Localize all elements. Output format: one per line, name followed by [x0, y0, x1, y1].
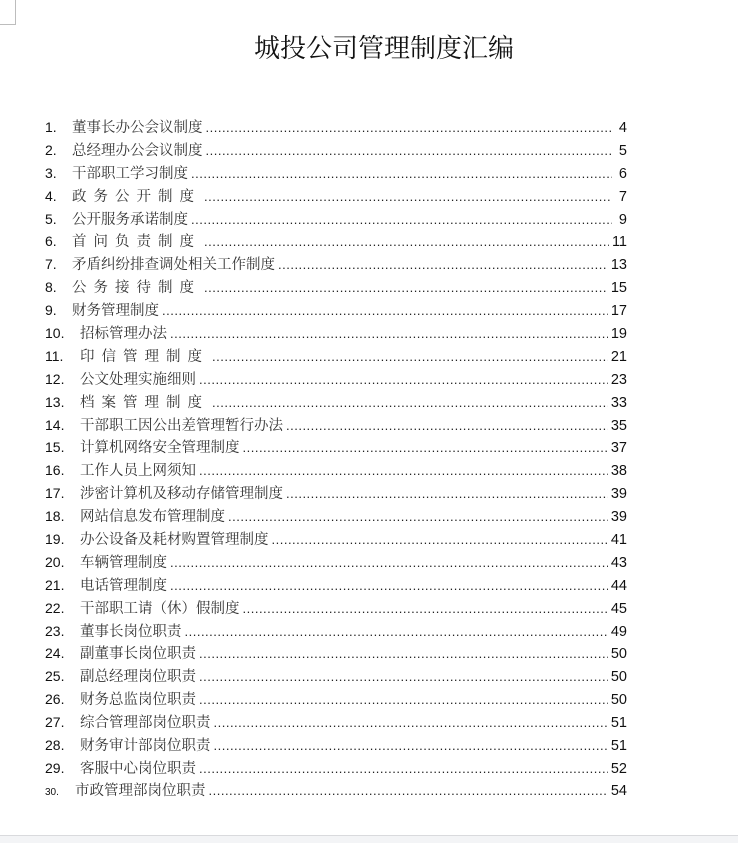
toc-entry-number: 18.: [45, 508, 65, 525]
toc-entry-number: 12.: [45, 370, 65, 387]
toc-dot-leader: [209, 780, 608, 803]
toc-entry[interactable]: [45, 276, 627, 299]
toc-dot-leader: [185, 621, 608, 644]
toc-entry-page-number: 9: [618, 211, 627, 228]
toc-entry[interactable]: [45, 574, 627, 597]
toc-entry-page-number: 7: [618, 188, 627, 205]
toc-dot-leader: [199, 689, 608, 712]
toc-entry[interactable]: [45, 642, 627, 665]
toc-dot-leader: [206, 140, 613, 163]
toc-entry-title[interactable]: 财务审计部岗位职责: [80, 738, 211, 755]
toc-entry-number: 2.: [45, 141, 57, 158]
toc-entry[interactable]: [45, 162, 627, 185]
toc-entry[interactable]: [45, 322, 627, 345]
toc-dot-leader: [170, 575, 608, 598]
toc-entry[interactable]: [45, 459, 627, 482]
toc-entry-page-number: 50: [610, 669, 627, 686]
toc-entry-title[interactable]: 董事长岗位职责: [80, 623, 182, 640]
toc-entry[interactable]: [45, 253, 627, 276]
toc-dot-leader: [212, 346, 608, 369]
toc-entry-title[interactable]: 干部职工因公出差管理暂行办法: [80, 417, 283, 434]
toc-entry-number: 20.: [45, 553, 65, 570]
document-title: 城投公司管理制度汇编: [253, 34, 514, 64]
toc-entry[interactable]: [45, 208, 627, 231]
toc-entry-page-number: 41: [610, 532, 627, 549]
toc-entry-page-number: 54: [610, 782, 627, 799]
toc-entry-page-number: 5: [618, 142, 627, 159]
page-corner-mark: [0, 0, 16, 25]
toc-dot-leader: [204, 277, 608, 300]
toc-entry-title[interactable]: 网站信息发布管理制度: [80, 509, 225, 526]
toc-entry-number: 8.: [45, 279, 57, 296]
toc-entry-page-number: 11: [611, 234, 627, 251]
toc-entry-title[interactable]: 首问负责制度: [72, 234, 201, 251]
toc-entry-title[interactable]: 财务管理制度: [72, 303, 159, 320]
toc-dot-leader: [228, 506, 608, 529]
toc-entry[interactable]: [45, 436, 627, 459]
toc-entry-number: 30.: [45, 786, 59, 798]
toc-entry-number: 22.: [45, 599, 65, 616]
toc-entry-page-number: 35: [610, 417, 627, 434]
toc-entry-page-number: 4: [618, 120, 627, 136]
toc-entry-title[interactable]: 公务接待制度: [72, 280, 201, 297]
toc-entry[interactable]: [45, 734, 627, 757]
toc-entry-number: 25.: [45, 668, 65, 685]
toc-dot-leader: [162, 300, 608, 323]
toc-entry-number: 6.: [45, 233, 57, 250]
toc-dot-leader: [170, 323, 608, 346]
toc-entry[interactable]: [45, 620, 627, 643]
toc-entry-number: 13.: [45, 393, 65, 410]
toc-entry-title[interactable]: 财务总监岗位职责: [80, 692, 196, 709]
toc-entry-number: 26.: [45, 691, 65, 708]
toc-entry[interactable]: [45, 528, 627, 551]
toc-entry-title[interactable]: 档案管理制度: [80, 394, 209, 411]
toc-dot-leader: [199, 758, 608, 781]
toc-dot-leader: [212, 392, 608, 415]
toc-entry[interactable]: [45, 597, 627, 620]
window-bottom-bar: [0, 835, 738, 843]
toc-dot-leader: [206, 117, 613, 140]
toc-entry-page-number: 38: [610, 463, 627, 480]
toc-entry-page-number: 49: [610, 623, 627, 640]
toc-entry-page-number: 50: [610, 692, 627, 709]
toc-entry-title[interactable]: 干部职工学习制度: [72, 165, 188, 182]
toc-entry-page-number: 45: [610, 600, 627, 617]
toc-dot-leader: [278, 254, 608, 277]
toc-entry-number: 23.: [45, 622, 65, 639]
toc-dot-leader: [170, 552, 608, 575]
toc-entry-number: 17.: [45, 485, 65, 502]
toc-entry-title[interactable]: 董事长办公会议制度: [72, 120, 203, 136]
toc-entry-number: 10.: [45, 325, 65, 342]
toc-entry-number: 29.: [45, 759, 65, 776]
toc-entry-title[interactable]: 客服中心岗位职责: [80, 760, 196, 777]
toc-entry-number: 28.: [45, 737, 65, 754]
toc-entry-page-number: 23: [610, 371, 627, 388]
toc-entry-number: 4.: [45, 187, 57, 204]
toc-entry-title[interactable]: 公文处理实施细则: [80, 371, 196, 388]
toc-entry-page-number: 51: [610, 715, 627, 732]
toc-dot-leader: [199, 460, 608, 483]
toc-entry-page-number: 39: [610, 486, 627, 503]
toc-entry-number: 3.: [45, 164, 57, 181]
toc-entry-number: 1.: [45, 119, 57, 135]
toc-entry[interactable]: [45, 345, 627, 368]
toc-entry-title[interactable]: 矛盾纠纷排查调处相关工作制度: [72, 257, 275, 274]
toc-dot-leader: [286, 483, 608, 506]
toc-entry-number: 19.: [45, 531, 65, 548]
toc-entry-page-number: 43: [610, 554, 627, 571]
toc-entry-title[interactable]: 招标管理办法: [80, 326, 167, 343]
toc-entry-page-number: 37: [610, 440, 627, 457]
toc-dot-leader: [191, 209, 612, 232]
toc-entry-title[interactable]: 干部职工请（休）假制度: [80, 600, 240, 617]
toc-entry-title[interactable]: 涉密计算机及移动存储管理制度: [80, 486, 283, 503]
toc-dot-leader: [286, 415, 608, 438]
toc-entry-page-number: 39: [610, 509, 627, 526]
toc-entry-title[interactable]: 政务公开制度: [72, 188, 201, 205]
toc-dot-leader: [214, 735, 608, 758]
toc-entry-title[interactable]: 综合管理部岗位职责: [80, 715, 211, 732]
toc-entry-number: 16.: [45, 462, 65, 479]
toc-entry-page-number: 15: [610, 280, 627, 297]
toc-entry-page-number: 33: [610, 394, 627, 411]
toc-entry-title[interactable]: 市政管理部岗位职责: [75, 782, 206, 799]
toc-dot-leader: [272, 529, 608, 552]
toc-entry-title[interactable]: 公开服务承诺制度: [72, 211, 188, 228]
toc-entry[interactable]: [45, 368, 627, 391]
toc-dot-leader: [204, 231, 609, 254]
toc-entry[interactable]: [45, 505, 627, 528]
toc-dot-leader: [199, 643, 608, 666]
toc-entry-number: 11.: [45, 347, 64, 364]
toc-entry[interactable]: [45, 711, 627, 734]
toc-dot-leader: [191, 163, 612, 186]
toc-entry-page-number: 17: [610, 303, 627, 320]
toc-entry-title[interactable]: 办公设备及耗材购置管理制度: [80, 532, 269, 549]
toc-entry-title[interactable]: 印信管理制度: [80, 348, 209, 365]
toc-entry-page-number: 6: [618, 165, 627, 182]
toc-entry-number: 21.: [45, 576, 65, 593]
toc-entry[interactable]: [45, 414, 627, 437]
toc-dot-leader: [199, 369, 608, 392]
toc-dot-leader: [204, 186, 612, 209]
toc-entry-number: 5.: [45, 210, 57, 227]
toc-dot-leader: [199, 666, 608, 689]
toc-entry-number: 15.: [45, 439, 65, 456]
toc-entry[interactable]: [45, 482, 627, 505]
toc-entry-page-number: 50: [610, 646, 627, 663]
toc-entry[interactable]: [45, 185, 627, 208]
toc-entry-page-number: 51: [610, 738, 627, 755]
toc-entry-page-number: 13: [610, 257, 627, 274]
toc-entry-title[interactable]: 工作人员上网须知: [80, 463, 196, 480]
toc-entry[interactable]: [45, 116, 627, 139]
toc-entry-title[interactable]: 车辆管理制度: [80, 554, 167, 571]
toc-entry-number: 27.: [45, 714, 65, 731]
toc-entry[interactable]: [45, 391, 627, 414]
toc-entry[interactable]: [45, 757, 627, 780]
toc-entry-title[interactable]: 副总经理岗位职责: [80, 669, 196, 686]
toc-entry-page-number: 44: [610, 577, 627, 594]
toc-entry[interactable]: [45, 665, 627, 688]
toc-entry-number: 24.: [45, 645, 65, 662]
table-of-contents: [45, 116, 627, 803]
toc-entry[interactable]: [45, 780, 627, 803]
toc-entry-title[interactable]: 副董事长岗位职责: [80, 646, 196, 663]
toc-entry-number: 9.: [45, 302, 57, 319]
toc-dot-leader: [243, 437, 608, 460]
toc-entry[interactable]: [45, 139, 627, 162]
toc-entry-number: 7.: [45, 256, 57, 273]
toc-entry-title[interactable]: 总经理办公会议制度: [72, 142, 203, 159]
toc-entry[interactable]: [45, 688, 627, 711]
toc-dot-leader: [214, 712, 608, 735]
toc-entry[interactable]: [45, 299, 627, 322]
toc-entry-title[interactable]: 计算机网络安全管理制度: [80, 440, 240, 457]
toc-entry-page-number: 52: [610, 760, 627, 777]
toc-entry-title[interactable]: 电话管理制度: [80, 577, 167, 594]
toc-entry-number: 14.: [45, 416, 65, 433]
toc-entry-page-number: 19: [610, 326, 627, 343]
toc-entry[interactable]: [45, 551, 627, 574]
toc-dot-leader: [243, 598, 608, 621]
toc-entry[interactable]: [45, 230, 627, 253]
toc-entry-page-number: 21: [610, 348, 627, 365]
